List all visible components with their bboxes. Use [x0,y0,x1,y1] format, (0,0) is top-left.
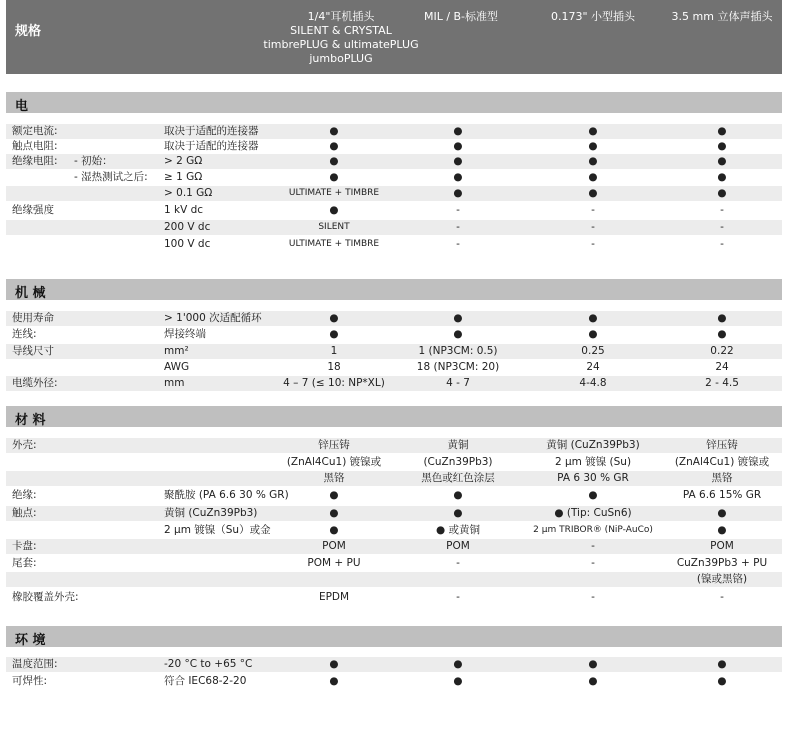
spec-title: 规格 [15,24,42,39]
table-row: 温度范围: -20 °C to +65 °C ● ● ● ● [6,657,782,672]
table-row: 触点电阻: 取决于适配的连接器 ● ● ● ● [12,140,727,152]
table-row: (ZnAl4Cu1) 镀镍或 (CuZn39Pb3) 2 μm 镀镍 (Su) (ZnAl4Cu1) 镀镍或 [286,456,770,468]
table-row: 使用寿命 > 1'000 次适配循环 ● ● ● ● [6,311,782,326]
table-row: 200 V dc SILENT - - - [6,220,782,235]
table-row: > 0.1 GΩ ULTIMATE + TIMBRE ● ● ● [6,186,782,201]
table-row: 可焊性: 符合 IEC68-2-20 ● ● ● ● [12,675,727,687]
section-environment: 环 境 [6,626,782,647]
table-header [6,0,782,74]
table-row: 外壳: 锌压铸 黄铜 黄铜 (CuZn39Pb3) 锌压铸 [6,438,782,453]
table-row: - 湿热测试之后: ≥ 1 GΩ ● ● ● ● [74,171,727,183]
table-row: 黑铬 黑色或红色涂层 PA 6 30 % GR 黑铬 [6,471,782,486]
table-row: 绝缘电阻: - 初始： > 2 GΩ ● ● ● ● [6,154,782,169]
table-row: 绝缘强度 1 kV dc ● - - - [12,204,724,216]
table-row: 尾套: POM + PU - - CuZn39Pb3 + PU [12,557,768,569]
table-row: 卡盘: POM POM - POM [6,539,782,554]
table-row: AWG 18 18 (NP3CM: 20) 24 24 [164,361,729,373]
table-row: 导线尺寸 mm² 1 1 (NP3CM: 0.5) 0.25 0.22 [6,344,782,359]
table-row: 连线: 焊接终端 ● ● ● ● [12,328,727,340]
table-row: 绝缘: 聚酰胺 (PA 6.6 30 % GR) ● ● ● PA 6.6 15% GR [12,489,762,501]
header-col-mil: MIL / B-标准型 [423,10,499,23]
table-row: 电缆外径: mm 4 – 7 (≤ 10: NP*XL) 4 - 7 4-4.8 2 - 4.5 [6,376,782,391]
header-col-quarter-inch: 1/4"耳机插头 SILENT & CRYSTAL timbrePLUG & ultimatePLUG jumboPLUG [263,10,419,65]
section-materials: 材 料 [6,406,782,427]
table-row: 触点: 黄铜 (CuZn39Pb3) ● ● ● (Tip: CuSn6) ● [6,506,782,521]
table-row: 2 μm 镀镍（Su）或金 ● ● 或黄铜 2 μm TRIBOR® (NiP-AuCo) ● [164,524,727,536]
header-col-3-5mm: 3.5 mm 立体声插头 [671,10,773,23]
table-row: (镍或黑铬) [6,572,782,587]
table-row: 橡胶覆盖外壳: EPDM - - - [12,591,724,603]
table-row: 100 V dc ULTIMATE + TIMBRE - - - [164,238,724,250]
header-col-small-plug: 0.173" 小型插头 [550,10,636,23]
table-row: 额定电流: 取决于适配的连接器 ● ● ● ● [6,124,782,139]
section-electric: 电 [6,92,782,113]
section-mechanical: 机 械 [6,279,782,300]
